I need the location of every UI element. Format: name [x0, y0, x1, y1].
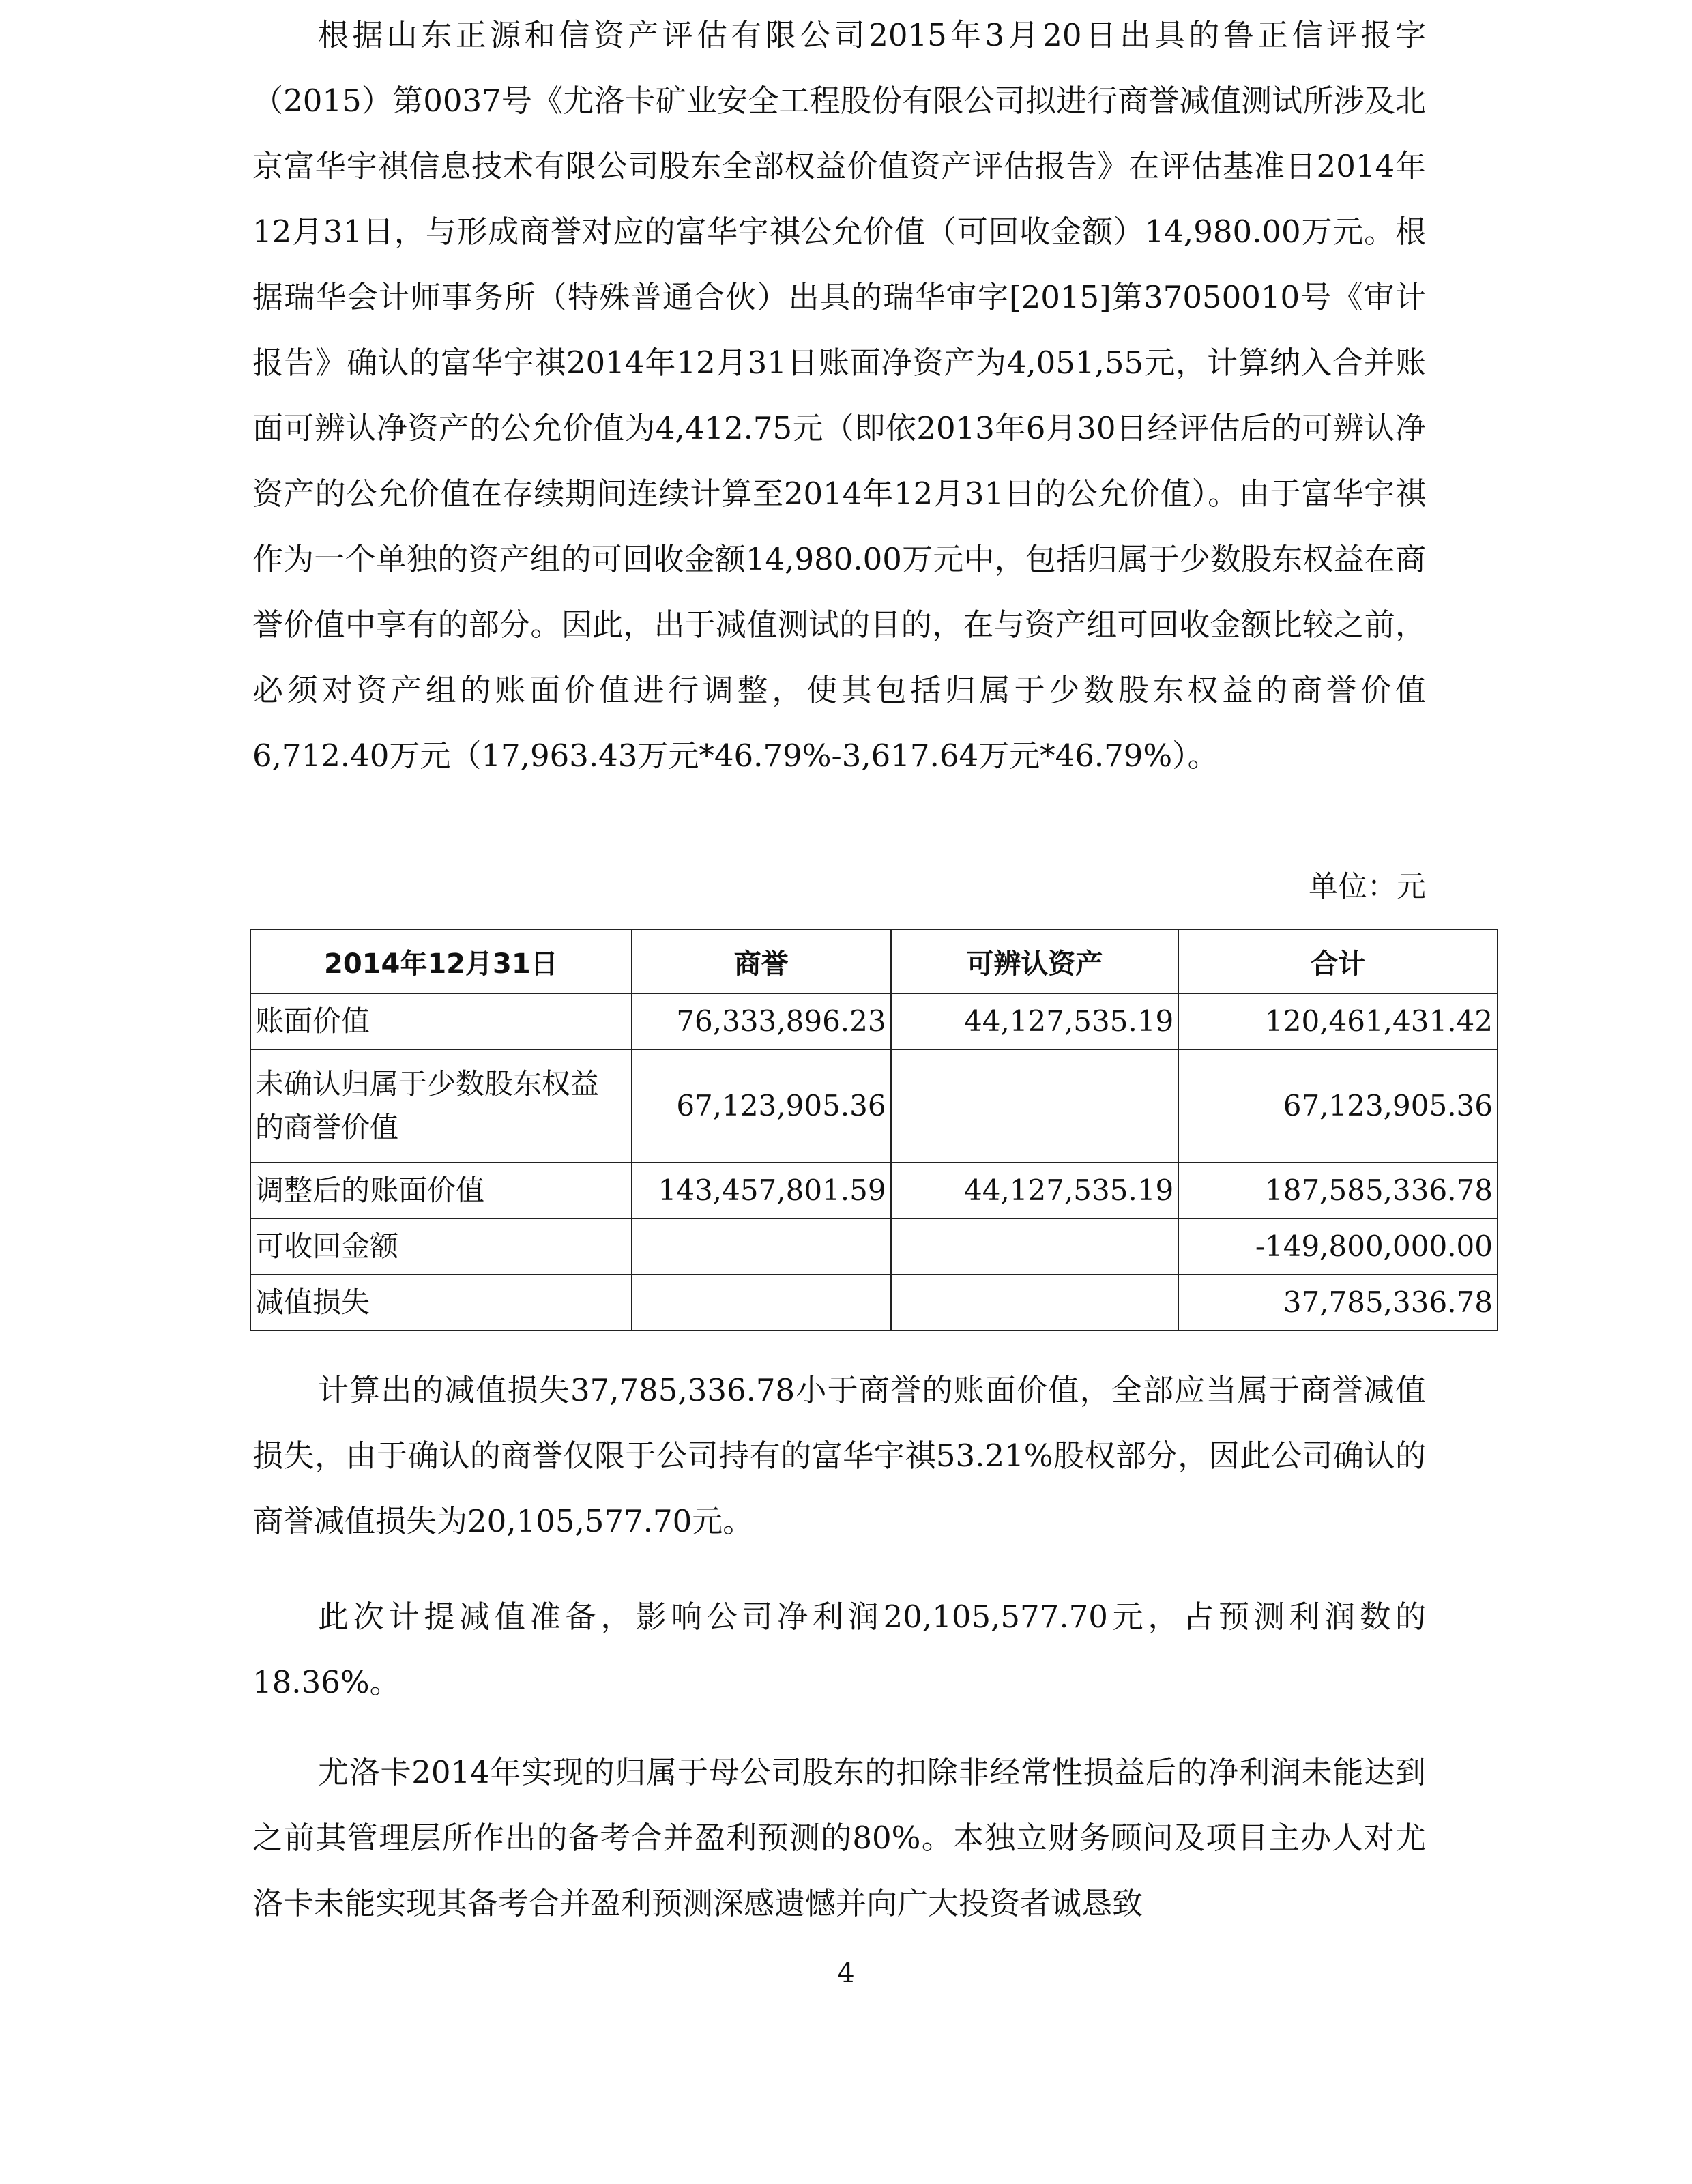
identifiable-cell: 44,127,535.19: [891, 993, 1179, 1049]
row-label: 减值损失: [250, 1275, 632, 1330]
table-row: [250, 993, 1498, 1049]
header-identifiable-assets: 可辨认资产: [891, 929, 1179, 993]
header-total: 合计: [1178, 929, 1498, 993]
paragraph-impairment-loss: 计算出的减值损失37,785,336.78小于商誉的账面价值，全部应当属于商誉减值损失，由于确认的商誉仅限于公司持有的富华宇祺53.21%股权部分，因此公司确认的商誉减值损失为20,105,577.70元。: [252, 1372, 1426, 1539]
paragraph-forecast-shortfall: 尤洛卡2014年实现的归属于母公司股东的扣除非经常性损益后的净利润未能达到之前其管理层所作出的备考合并盈利预测的80%。本独立财务顾问及项目主办人对尤洛卡未能实现其备考合并盈利预测深感遗憾并向广大投资者诚恳致: [252, 1754, 1426, 1921]
table-row: [250, 1163, 1498, 1219]
header-date: 2014年12月31日: [250, 929, 632, 993]
goodwill-cell: [632, 1275, 891, 1330]
paragraph-valuation-basis: 根据山东正源和信资产评估有限公司2015年3月20日出具的鲁正信评报字（2015）第0037号《尤洛卡矿业安全工程股份有限公司拟进行商誉减值测试所涉及北京富华宇祺信息技术有限公司股东全部权益价值资产评估报告》在评估基准日2014年12月31日，与形成商誉对应的富华宇祺公允价值（可回收金额）14,980.00万元。根据瑞华会计师事务所（特殊普通合伙）出具的瑞华审字[2015]第37050010号《审计报告》确认的富华宇祺2014年12月31日账面净资产为4,051,55元，计算纳入合并账面可辨认净资产的公允价值为4,412.75元（即依2013年6月30日经评估后的可辨认净资产的公允价值在存续期间连续计算至2014年12月31日的公允价值）。由于富华宇祺作为一个单独的资产组的可回收金额14,980.00万元中，包括归属于少数股东权益在商誉价值中享有的部分。因此，出于减值测试的目的，在与资产组可回收金额比较之前，必须对资产组的账面价值进行调整，使其包括归属于少数股东权益的商誉价值6,712.40万元（17,963.43万元*46.79%-3,617.64万元*46.79%）。: [252, 17, 1426, 774]
goodwill-cell: 76,333,896.23: [632, 993, 891, 1049]
table-header-row: [250, 929, 1498, 993]
total-cell: -149,800,000.00: [1178, 1219, 1498, 1275]
goodwill-cell: 67,123,905.36: [632, 1049, 891, 1163]
row-label: 调整后的账面价值: [250, 1163, 632, 1219]
unit-label: 单位：元: [1309, 870, 1426, 904]
header-goodwill: 商誉: [632, 929, 891, 993]
total-cell: 67,123,905.36: [1178, 1049, 1498, 1163]
goodwill-cell: [632, 1219, 891, 1275]
total-cell: 37,785,336.78: [1178, 1275, 1498, 1330]
goodwill-cell: 143,457,801.59: [632, 1163, 891, 1219]
table-row: [250, 1219, 1498, 1275]
identifiable-cell: [891, 1219, 1179, 1275]
identifiable-cell: [891, 1049, 1179, 1163]
table-row: [250, 1275, 1498, 1330]
total-cell: 120,461,431.42: [1178, 993, 1498, 1049]
row-label: 未确认归属于少数股东权益的商誉价值: [250, 1049, 632, 1163]
row-label: 可收回金额: [250, 1219, 632, 1275]
paragraph-profit-impact: 此次计提减值准备，影响公司净利润20,105,577.70元，占预测利润数的18.36%。: [252, 1599, 1426, 1700]
table-row: [250, 1049, 1498, 1163]
identifiable-cell: 44,127,535.19: [891, 1163, 1179, 1219]
identifiable-cell: [891, 1275, 1179, 1330]
impairment-table: [250, 929, 1498, 1331]
total-cell: 187,585,336.78: [1178, 1163, 1498, 1219]
row-label: 账面价值: [250, 993, 632, 1049]
page-number: 4: [837, 1957, 855, 1989]
